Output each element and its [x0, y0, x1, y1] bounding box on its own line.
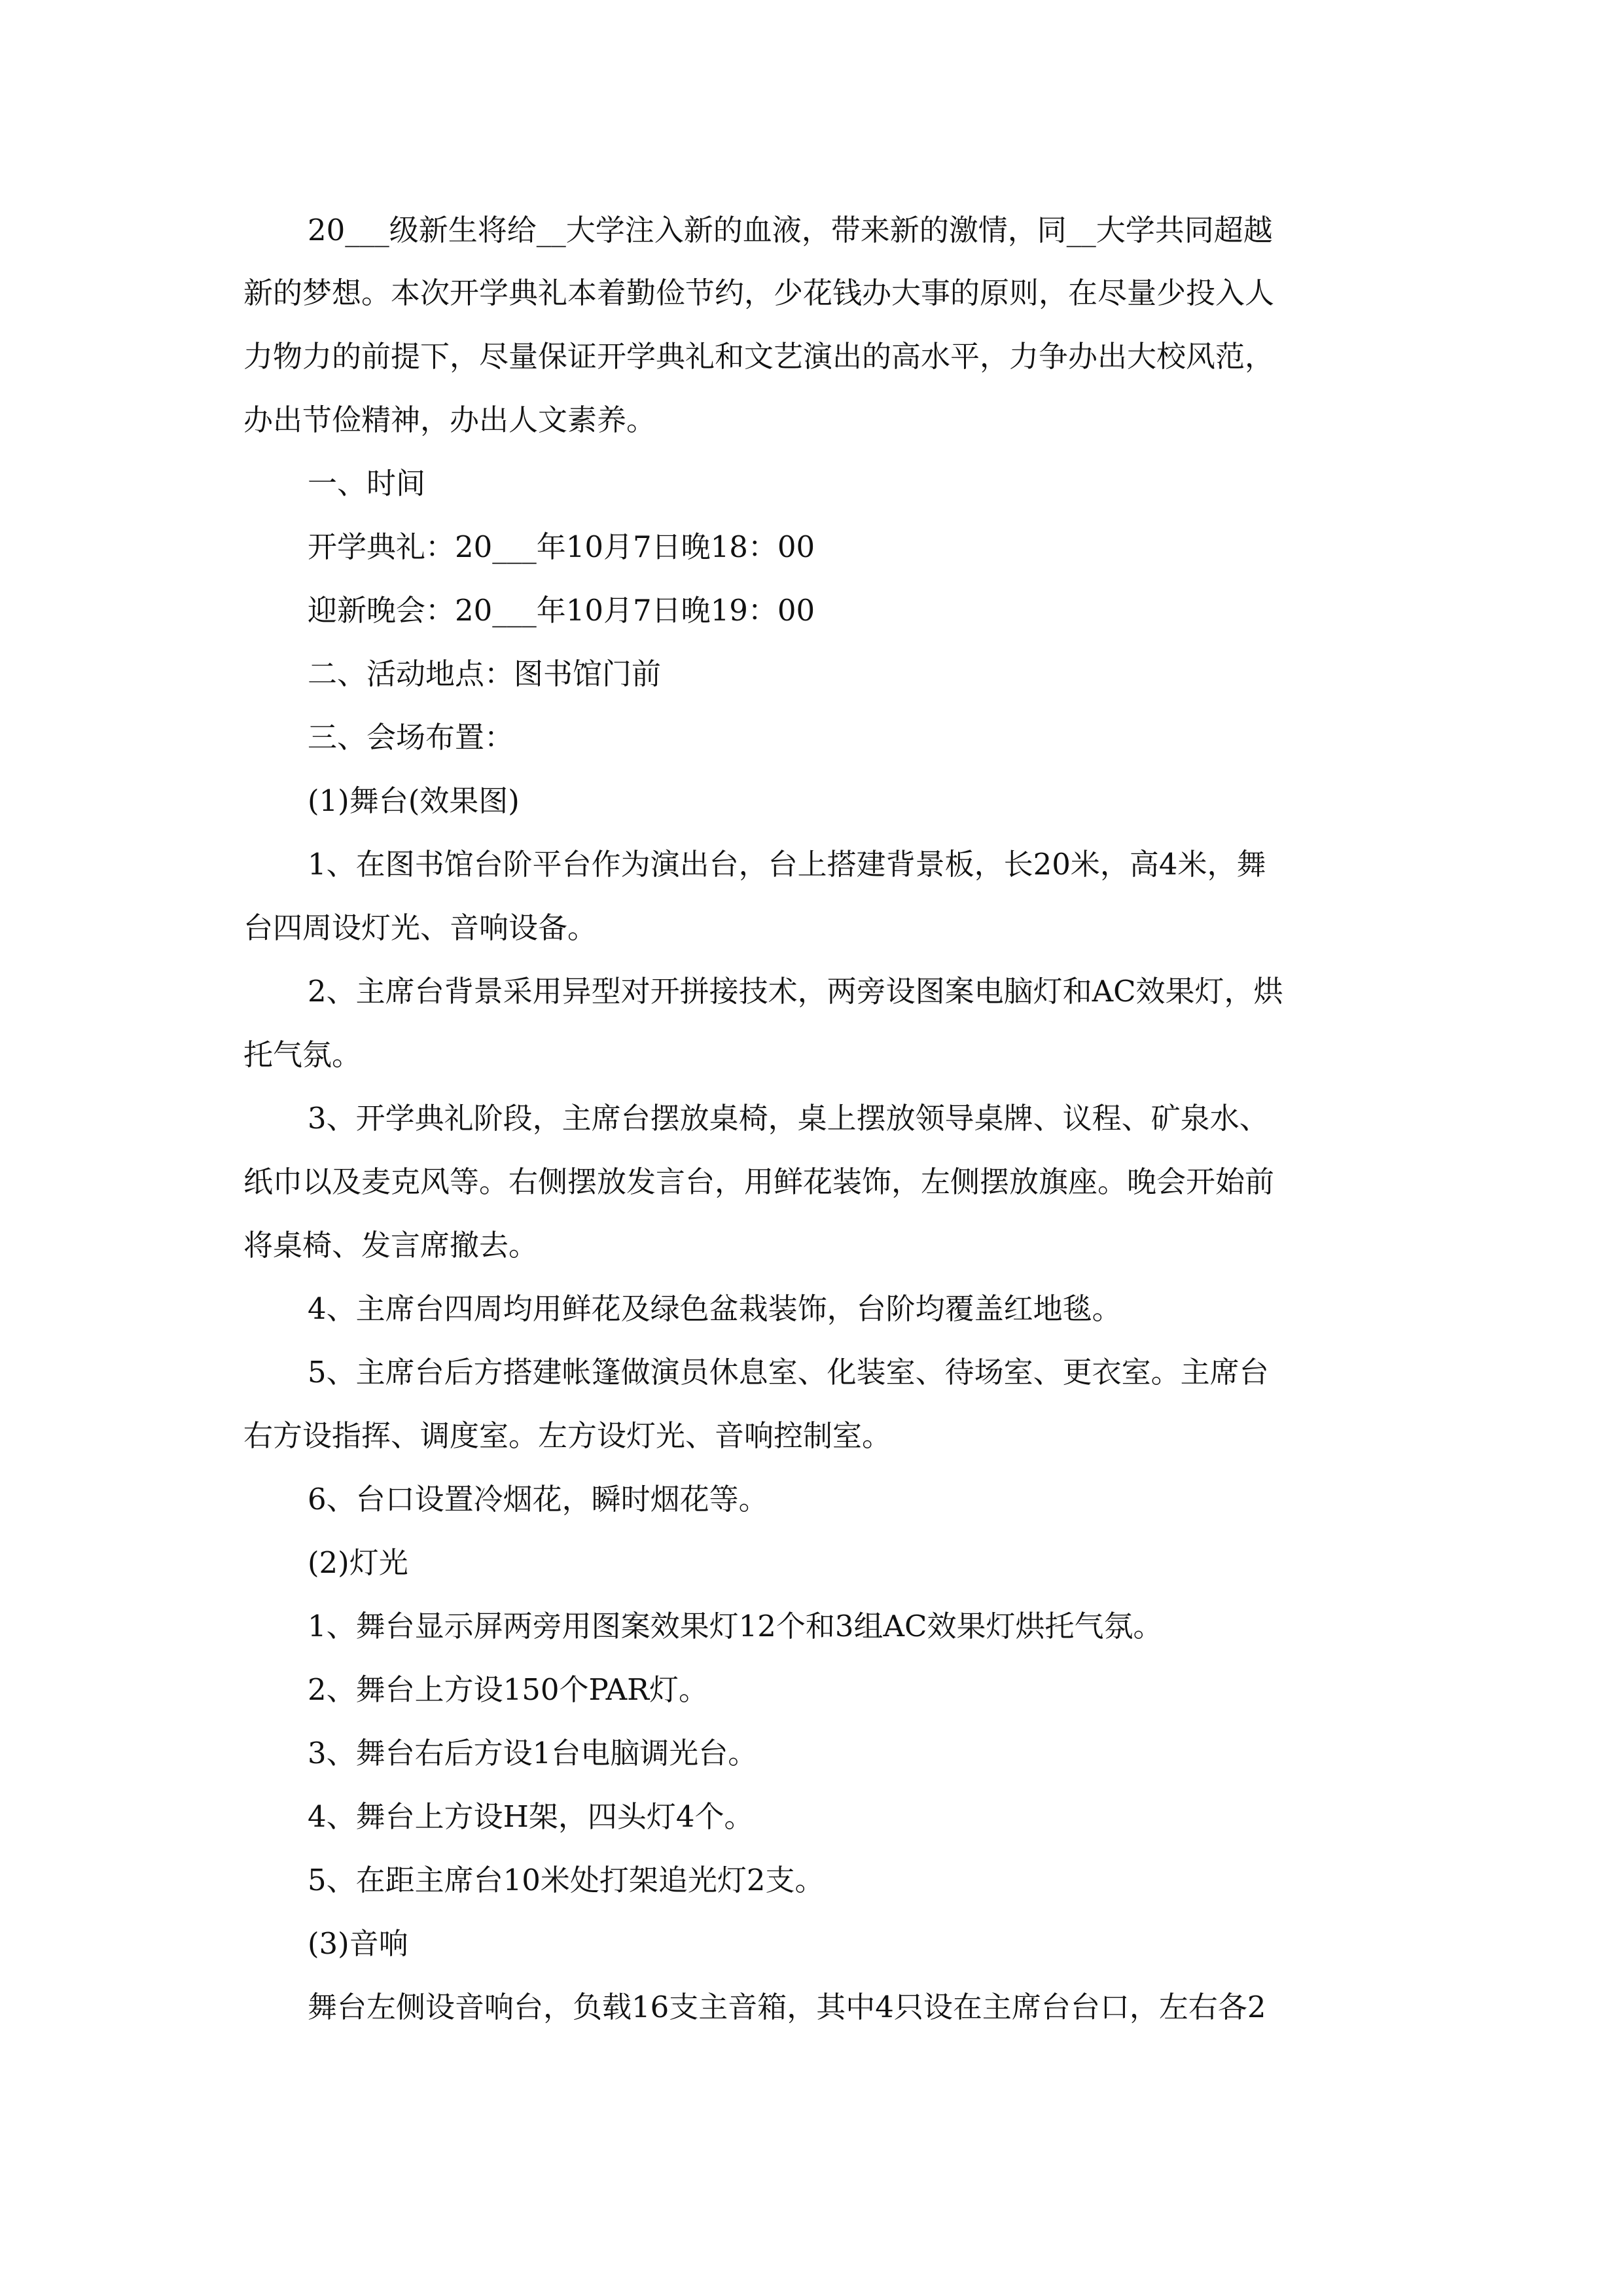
stage-item-1-line-2: 台四周设灯光、音响设备。: [243, 910, 597, 945]
subheading-stage: (1)舞台(效果图): [308, 783, 520, 818]
lighting-item-3: 3、舞台右后方设1台电脑调光台。: [308, 1736, 758, 1770]
paragraph-intro-line-4: 办出节俭精神，办出人文素养。: [243, 403, 656, 437]
section-heading-time: 一、时间: [308, 466, 426, 501]
lighting-item-1: 1、舞台显示屏两旁用图案效果灯12个和3组AC效果灯烘托气氛。: [308, 1609, 1163, 1643]
paragraph-intro-line-3: 力物力的前提下，尽量保证开学典礼和文艺演出的高水平，力争办出大校风范，: [243, 339, 1275, 374]
stage-item-3-line-2: 纸巾以及麦克风等。右侧摆放发言台，用鲜花装饰，左侧摆放旗座。晚会开始前: [243, 1164, 1275, 1199]
subheading-lighting: (2)灯光: [308, 1545, 408, 1580]
lighting-item-5: 5、在距主席台10米处打架追光灯2支。: [308, 1863, 825, 1897]
paragraph-intro-line-2: 新的梦想。本次开学典礼本着勤俭节约，少花钱办大事的原则，在尽量少投入人: [243, 276, 1275, 310]
stage-item-4: 4、主席台四周均用鲜花及绿色盆栽装饰，台阶均覆盖红地毯。: [308, 1291, 1122, 1326]
lighting-item-2: 2、舞台上方设150个PAR灯。: [308, 1672, 709, 1707]
section-heading-layout: 三、会场布置：: [308, 720, 514, 755]
audio-paragraph-line-1: 舞台左侧设音响台，负载16支主音箱，其中4只设在主席台台口，左右各2: [308, 1990, 1266, 2024]
stage-item-3-line-1: 3、开学典礼阶段，主席台摆放桌椅，桌上摆放领导桌牌、议程、矿泉水、: [308, 1101, 1269, 1136]
lighting-item-4: 4、舞台上方设H架，四头灯4个。: [308, 1799, 754, 1834]
section-heading-venue: 二、活动地点：图书馆门前: [308, 656, 662, 691]
stage-item-5-line-1: 5、主席台后方搭建帐篷做演员休息室、化装室、待场室、更衣室。主席台: [308, 1355, 1269, 1390]
stage-item-5-line-2: 右方设指挥、调度室。左方设灯光、音响控制室。: [243, 1418, 892, 1453]
stage-item-2-line-1: 2、主席台背景采用异型对开拼接技术，两旁设图案电脑灯和AC效果灯，烘: [308, 974, 1283, 1009]
stage-item-6: 6、台口设置冷烟花，瞬时烟花等。: [308, 1482, 768, 1516]
time-opening-ceremony: 开学典礼：20___年10月7日晚18：00: [308, 529, 815, 564]
subheading-audio: (3)音响: [308, 1926, 408, 1961]
time-welcome-party: 迎新晚会：20___年10月7日晚19：00: [308, 593, 815, 628]
stage-item-3-line-3: 将桌椅、发言席撤去。: [243, 1228, 539, 1263]
stage-item-2-line-2: 托气氛。: [243, 1037, 362, 1072]
stage-item-1-line-1: 1、在图书馆台阶平台作为演出台，台上搭建背景板，长20米，高4米，舞: [308, 847, 1266, 882]
paragraph-intro-line-1: 20___级新生将给__大学注入新的血液，带来新的激情，同__大学共同超越: [308, 213, 1273, 247]
